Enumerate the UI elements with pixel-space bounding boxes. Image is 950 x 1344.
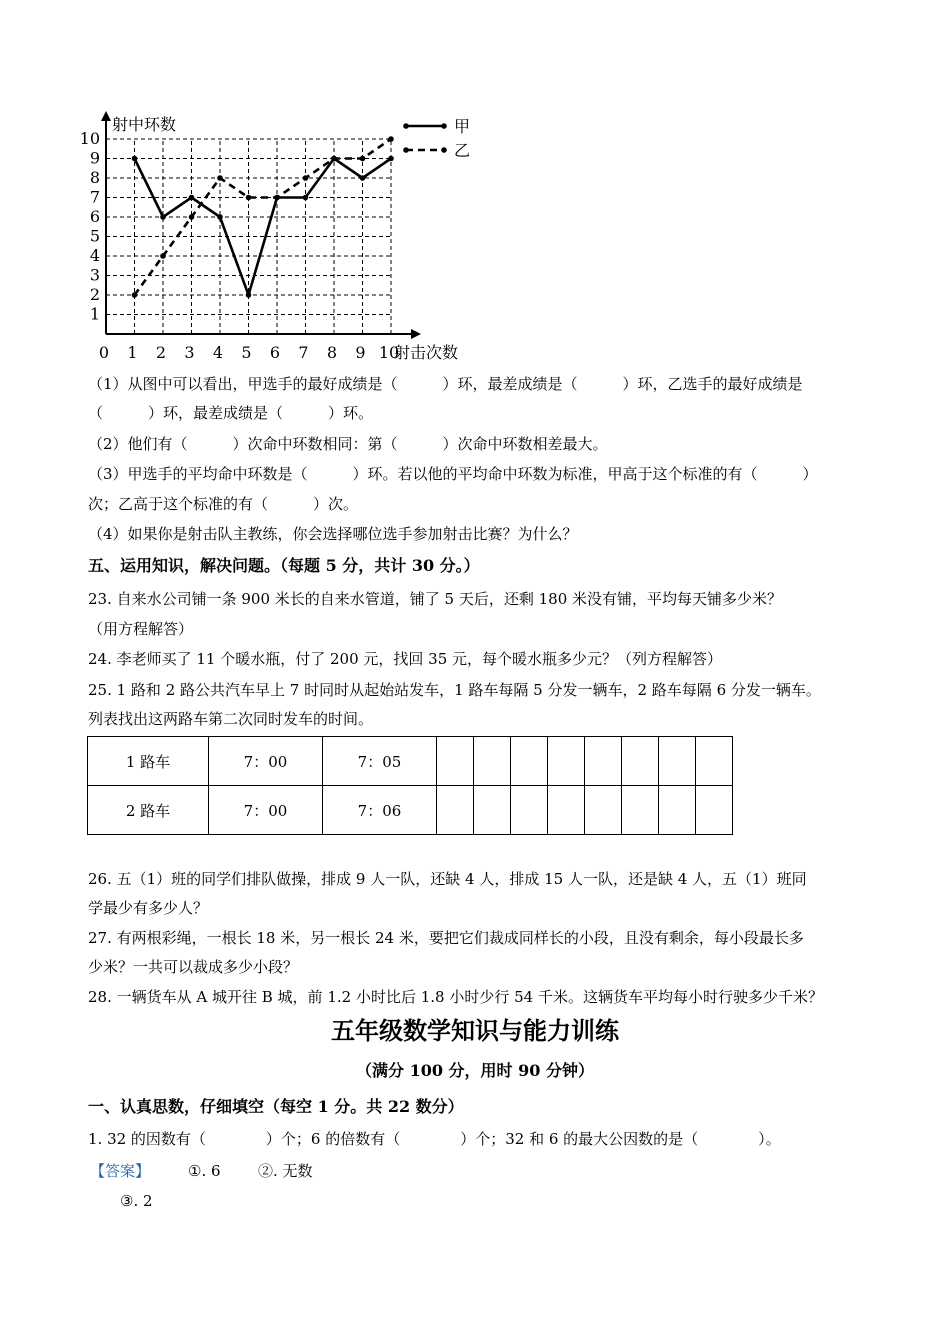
data-point — [303, 175, 309, 181]
data-point — [246, 195, 252, 201]
legend-marker — [441, 147, 447, 153]
x-tick-label: 2 — [155, 343, 167, 362]
x-tick-label: 10 — [378, 343, 400, 362]
page-title: 五年级数学知识与能力训练 — [331, 1016, 619, 1045]
y-tick-label: 8 — [89, 168, 100, 187]
data-point — [217, 175, 223, 181]
table-cell-blank — [659, 737, 696, 786]
legend-label: 甲 — [454, 117, 471, 136]
table-cell: 7：00 — [209, 737, 323, 786]
answer-3: ③. 2 — [120, 1192, 153, 1210]
shooting-line-chart — [80, 108, 500, 370]
y-axis-arrow — [101, 111, 111, 121]
table-cell-blank — [585, 737, 622, 786]
x-tick-label: 1 — [127, 343, 138, 362]
y-tick-label: 9 — [89, 148, 100, 168]
legend-label: 乙 — [454, 141, 471, 160]
table-cell-blank — [474, 737, 511, 786]
table-cell-blank — [696, 737, 733, 786]
y-tick-label: 5 — [89, 226, 100, 246]
section1-heading: 一、认真思数，仔细填空（每空 1 分。共 22 数分） — [88, 1097, 464, 1116]
y-tick-label: 7 — [89, 187, 100, 207]
q25-line1: 25. 1 路和 2 路公共汽车早上 7 时同时从起始站发车，1 路车每隔 5 分发一辆车，2 路车每隔 6 分发一辆车。 — [88, 681, 821, 699]
table-row — [88, 737, 733, 786]
data-point — [388, 156, 394, 162]
data-point — [132, 156, 138, 162]
data-point — [189, 214, 195, 220]
y-tick-label: 1 — [89, 304, 100, 324]
page-subtitle: （满分 100 分，用时 90 分钟） — [356, 1061, 594, 1080]
q28: 28. 一辆货车从 A 城开往 B 城，前 1.2 小时比后 1.8 小时少行 54 千米。这辆货车平均每小时行驶多少千米？ — [88, 988, 823, 1006]
table-cell-blank — [511, 737, 548, 786]
series-line-jia — [135, 159, 392, 296]
q23-line1: 23. 自来水公司铺一条 900 米长的自来水管道，铺了 5 天后，还剩 180 米没有铺，平均每天铺多少米？ — [88, 590, 783, 608]
table-cell: 2 路车 — [88, 786, 209, 835]
q22-part1-line1: （1）从图中可以看出，甲选手的最好成绩是（ ）环，最差成绩是（ ）环，乙选手的最好成绩是 — [88, 375, 803, 393]
table-cell-blank — [622, 737, 659, 786]
q22-part4: （4）如果你是射击队主教练，你会选择哪位选手参加射击比赛？为什么？ — [88, 525, 578, 543]
x-tick-label: 3 — [184, 343, 195, 362]
q25-line2: 列表找出这两路车第二次同时发车的时间。 — [88, 710, 374, 728]
x-tick-label: 4 — [212, 343, 224, 362]
table-cell-blank — [659, 786, 696, 835]
q1: 1. 32 的因数有（ ）个；6 的倍数有（ ）个；32 和 6 的最大公因数的是（ ）。 — [88, 1130, 781, 1148]
x-tick-label: 0 — [98, 343, 110, 362]
data-point — [303, 195, 309, 201]
answer-2: ②. 无数 — [258, 1162, 313, 1180]
table-cell-blank — [437, 737, 474, 786]
q22-part3-line1: （3）甲选手的平均命中环数是（ ）环。若以他的平均命中环数为标准，甲高于这个标准的有（ ） — [88, 465, 818, 483]
table-cell-blank — [585, 786, 622, 835]
q22-part1-line2: （ ）环，最差成绩是（ ）环。 — [88, 404, 374, 422]
q24: 24. 李老师买了 11 个暖水瓶，付了 200 元，找回 35 元，每个暖水瓶多少元？（列方程解答） — [88, 650, 723, 668]
x-axis-label: 射击次数 — [394, 343, 459, 362]
y-tick-label: 4 — [89, 246, 100, 265]
section5-heading: 五、运用知识，解决问题。（每题 5 分，共计 30 分。） — [88, 556, 480, 575]
data-point — [189, 195, 195, 201]
q23-line2: （用方程解答） — [88, 620, 194, 638]
x-tick-label: 8 — [326, 343, 338, 362]
data-point — [132, 292, 138, 298]
q22-part2: （2）他们有（ ）次命中环数相同：第（ ）次命中环数相差最大。 — [88, 435, 608, 453]
x-tick-label: 9 — [355, 343, 366, 362]
data-point — [388, 136, 394, 142]
data-point — [217, 214, 223, 220]
table-cell-blank — [548, 786, 585, 835]
y-tick-label: 10 — [80, 129, 100, 148]
x-tick-label: 7 — [298, 343, 309, 362]
q26-line1: 26. 五（1）班的同学们排队做操，排成 9 人一队，还缺 4 人，排成 15 人一队，还是缺 4 人，五（1）班同 — [88, 870, 807, 888]
legend-marker — [403, 147, 409, 153]
table-cell-blank — [696, 786, 733, 835]
table-row — [88, 786, 733, 835]
y-tick-label: 3 — [89, 265, 100, 285]
bus-schedule-table — [87, 736, 733, 835]
q26-line2: 学最少有多少人？ — [88, 899, 209, 917]
table-cell-blank — [511, 786, 548, 835]
table-cell: 7：00 — [209, 786, 323, 835]
answer-1: ①. 6 — [188, 1162, 221, 1180]
answer-label: 【答案】 — [90, 1162, 151, 1180]
table-cell: 7：05 — [323, 737, 437, 786]
data-point — [274, 195, 280, 201]
table-cell-blank — [548, 737, 585, 786]
table-cell-blank — [622, 786, 659, 835]
table-cell-blank — [474, 786, 511, 835]
x-axis-arrow — [411, 329, 421, 339]
data-point — [246, 292, 252, 298]
table-cell: 7：06 — [323, 786, 437, 835]
q27-line2: 少米？一共可以裁成多少小段？ — [88, 958, 299, 976]
x-tick-label: 6 — [269, 343, 281, 362]
q27-line1: 27. 有两根彩绳，一根长 18 米，另一根长 24 米，要把它们裁成同样长的小段，且没有剩余，每小段最长多 — [88, 929, 804, 947]
legend-marker — [403, 123, 409, 129]
x-tick-label: 5 — [241, 343, 252, 362]
data-point — [331, 156, 337, 162]
y-tick-label: 2 — [89, 285, 100, 304]
data-point — [160, 214, 166, 220]
legend-marker — [441, 123, 447, 129]
data-point — [360, 156, 366, 162]
q22-part3-line2: 次；乙高于这个标准的有（ ）次。 — [88, 495, 359, 513]
table-cell-blank — [437, 786, 474, 835]
y-tick-label: 6 — [89, 207, 100, 226]
y-axis-label: 射中环数 — [112, 115, 177, 134]
data-point — [160, 253, 166, 259]
data-point — [360, 175, 366, 181]
table-cell: 1 路车 — [88, 737, 209, 786]
